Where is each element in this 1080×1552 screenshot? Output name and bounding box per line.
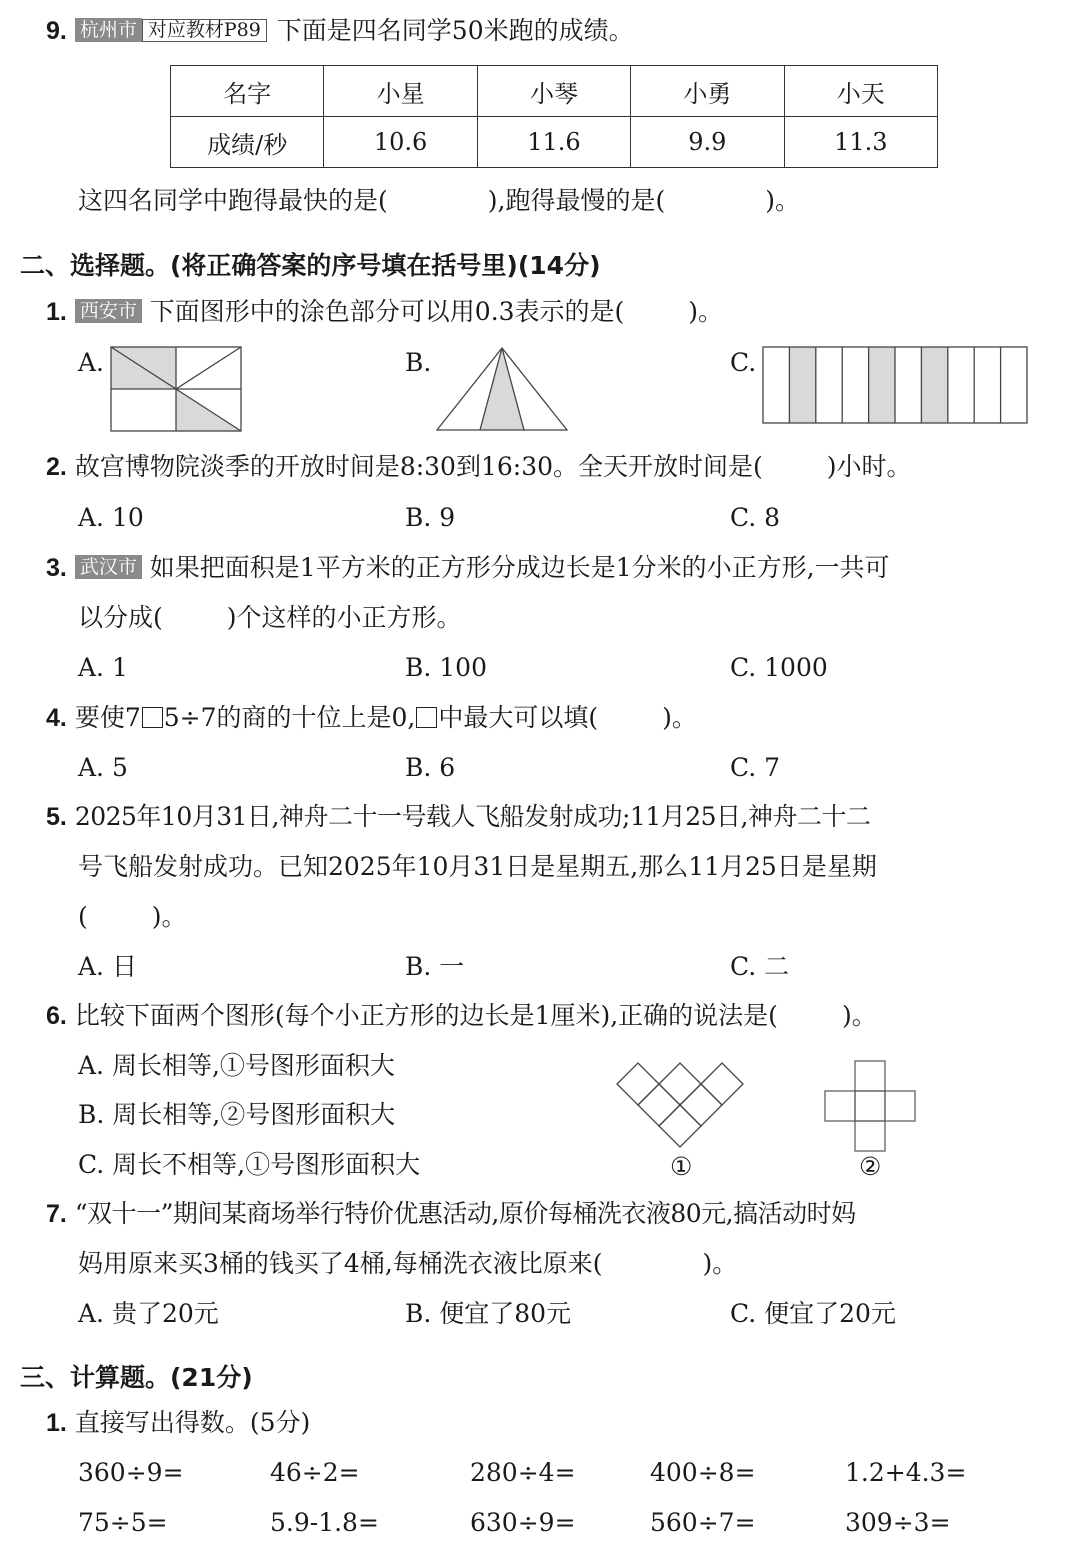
s2-q7-text: )。 [702,1249,738,1278]
s2-q6-text: 比较下面两个图形(每个小正方形的边长是1厘米),正确的说法是( [74,1001,778,1030]
s2-q6-number: 6. [46,1002,67,1030]
s2-q5-text: 2025年10月31日,神舟二十一号载人飞船发射成功;11月25日,神舟二十二 [74,802,871,831]
table-cell: 成绩/秒 [171,117,324,168]
s2-q4-option-c: C. 7 [730,753,781,782]
s2-q6-option-a: A. 周长相等,①号图形面积大 [78,1051,395,1080]
s2-q2-option-a: A. 10 [78,503,144,532]
figure-1-label: ① [670,1152,693,1181]
section3-title: 三、计算题。(21分) [20,1363,253,1392]
s2-q7-text: 妈用原来买3桶的钱买了4桶,每桶洗衣液比原来( [78,1249,603,1278]
s2-q5-option-a: A. 日 [78,952,137,981]
q9-fill-line [78,186,800,216]
s2-q5-text: )。 [151,902,187,931]
q9-number: 9. [46,17,67,45]
s2-q4-option-b: B. 6 [405,753,456,782]
s3-q1-number: 1. [46,1409,67,1437]
q9-fill-text: 这四名同学中跑得最快的是( [78,186,388,215]
calc-item: 630÷9= [470,1508,576,1537]
s2-q1-option-b: B. [405,348,432,377]
figure-2-label: ② [859,1152,882,1181]
s2-q3-number: 3. [46,554,67,582]
table-cell: 11.3 [784,117,937,168]
table-header-row [171,66,938,117]
figure-a-rectangle [110,346,242,432]
s2-q2-text: )小时。 [826,452,912,481]
table-cell: 小勇 [631,66,784,117]
figure-b-triangle [436,346,568,432]
s2-q4-option-a: A. 5 [78,753,128,782]
figure-c-strip [762,346,1028,424]
q9-textbook-ref: 对应教材P89 [142,19,267,42]
q9-text: 下面是四名同学50米跑的成绩。 [276,16,634,45]
s2-q2-option-b: B. 9 [405,503,456,532]
s2-q1-text: )。 [688,297,724,326]
calc-item: 1.2+4.3= [845,1458,967,1487]
q9-score-table [170,65,938,168]
s2-q6-option-c: C. 周长不相等,①号图形面积大 [78,1150,421,1179]
q9-fill-text: )。 [765,186,800,215]
s2-q7-text: “双十一”期间某商场举行特价优惠活动,原价每桶洗衣液80元,搞活动时妈 [74,1199,856,1228]
s2-q4-text: 要使7 [74,703,141,732]
s2-q5-option-b: B. 一 [405,952,465,981]
q9-fill-text: ),跑得最慢的是( [487,186,666,215]
calc-item: 560÷7= [650,1508,756,1537]
table-row [171,117,938,168]
calc-item: 46÷2= [270,1458,360,1487]
s2-q6-option-b: B. 周长相等,②号图形面积大 [78,1100,396,1129]
s2-q6-line [46,1001,877,1031]
s2-q7-number: 7. [46,1200,67,1228]
s2-q3-option-a: A. 1 [78,653,128,682]
s2-q2-number: 2. [46,453,67,481]
s2-q7-line1 [46,1199,856,1229]
s2-q7-option-b: B. 便宜了80元 [405,1299,572,1328]
calc-item: 280÷4= [470,1458,576,1487]
s2-q2-line [46,452,912,482]
s2-q4-text: )。 [662,703,697,732]
table-cell: 小星 [324,66,477,117]
s3-q1-text: 直接写出得数。(5分) [74,1408,311,1437]
s2-q5-line1 [46,802,871,832]
figure-1-diamond-shape [616,1062,746,1152]
s2-q3-text: 以分成( [78,603,163,632]
s2-q3-line2 [78,603,462,633]
s2-q5-number: 5. [46,803,67,831]
s2-q5-line2: 号飞船发射成功。已知2025年10月31日是星期五,那么11月25日是星期 [78,852,877,881]
calc-item: 5.9-1.8= [270,1508,379,1537]
s2-q3-option-c: C. 1000 [730,653,828,682]
table-cell: 9.9 [631,117,784,168]
s2-q1-text: 下面图形中的涂色部分可以用0.3表示的是( [149,297,625,326]
figure-2-cross-shape [824,1060,918,1152]
calc-item: 75÷5= [78,1508,168,1537]
s2-q3-city-tag: 武汉市 [75,555,142,579]
s2-q2-text: 故宫博物院淡季的开放时间是8:30到16:30。全天开放时间是( [74,452,763,481]
calc-item: 400÷8= [650,1458,756,1487]
calc-item: 360÷9= [78,1458,184,1487]
table-cell: 11.6 [477,117,630,168]
s2-q3-text: 如果把面积是1平方米的正方形分成边长是1分米的小正方形,一共可 [149,553,890,582]
q9-city-tag: 杭州市 [75,18,142,42]
s2-q1-option-c: C. [730,348,757,377]
calc-item: 309÷3= [845,1508,951,1537]
s2-q4-number: 4. [46,704,67,732]
s2-q4-text: 5÷7的商的十位上是0, [163,703,416,732]
s2-q1-option-a: A. [78,348,105,377]
s2-q3-text: )个这样的小正方形。 [226,603,462,632]
s2-q7-option-c: C. 便宜了20元 [730,1299,896,1328]
s2-q1-number: 1. [46,298,67,326]
s2-q5-option-c: C. 二 [730,952,790,981]
table-cell: 小天 [784,66,937,117]
s2-q6-text: )。 [841,1001,877,1030]
s2-q7-line2 [78,1249,737,1279]
s2-q1-city-tag: 西安市 [75,299,142,323]
table-cell: 小琴 [477,66,630,117]
q9-line [46,16,634,46]
blank-box-icon [416,707,437,728]
s2-q1-line [46,297,723,327]
section2-title: 二、选择题。(将正确答案的序号填在括号里)(14分) [20,251,601,280]
s2-q2-option-c: C. 8 [730,503,781,532]
s2-q5-line3 [78,902,187,932]
s2-q4-line [46,703,697,733]
s2-q3-option-b: B. 100 [405,653,487,682]
blank-box-icon [142,707,163,728]
s2-q4-text: 中最大可以填( [438,703,599,732]
s2-q5-text: ( [78,902,88,931]
s2-q7-option-a: A. 贵了20元 [78,1299,219,1328]
s2-q3-line1 [46,553,890,583]
table-cell: 名字 [171,66,324,117]
table-cell: 10.6 [324,117,477,168]
s3-q1-line [46,1408,310,1438]
